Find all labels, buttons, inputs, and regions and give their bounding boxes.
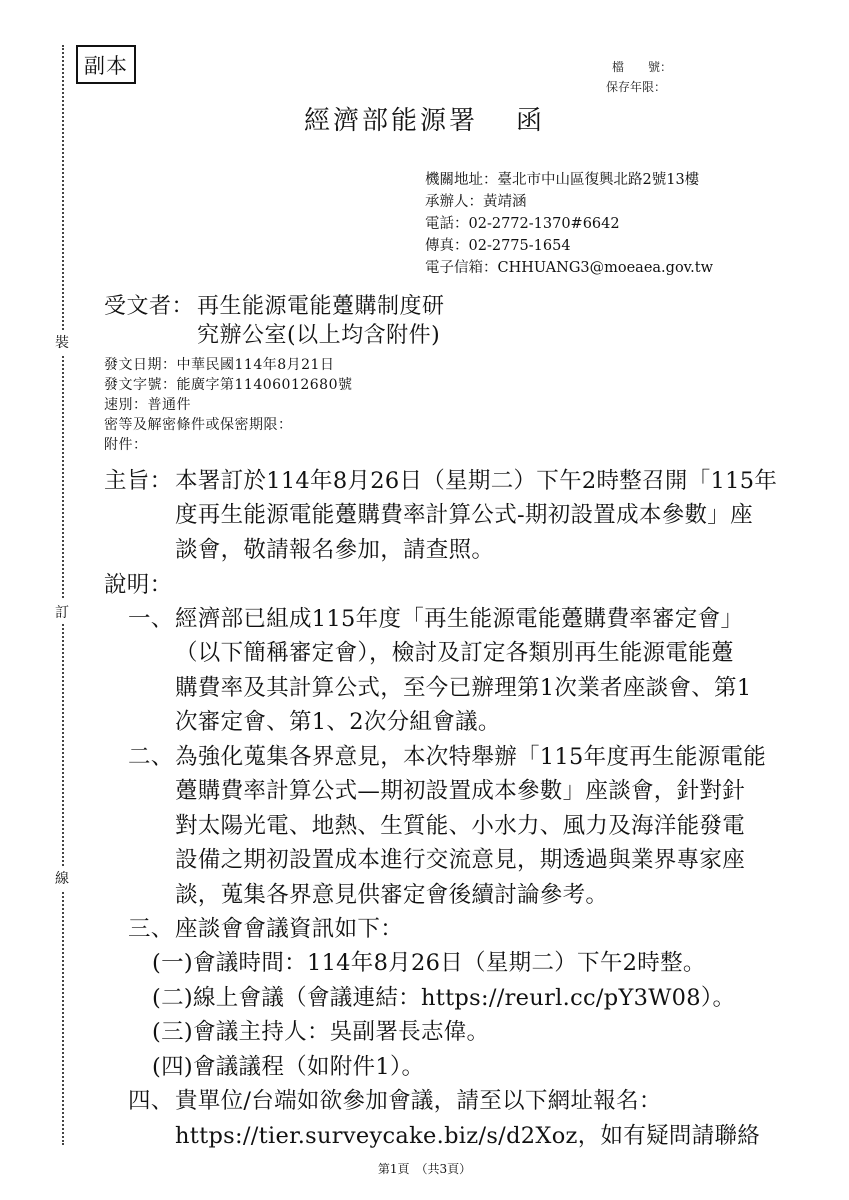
binding-mark-xian: 線 <box>55 866 69 890</box>
contact-fax: 傳真：02-2775-1654 <box>425 238 571 254</box>
copy-stamp: 副本 <box>76 45 136 84</box>
contact-officer: 承辦人：黃靖涵 <box>425 194 527 210</box>
title-org: 經濟部能源署 <box>303 106 478 136</box>
page-number: 第1頁 （共3頁） <box>377 1162 472 1176</box>
item-1-line-2: （以下簡稱審定會），檢討及訂定各類別再生能源電能躉 <box>175 640 734 666</box>
item-1-line-1: 經濟部已組成115年度「再生能源電能躉購費率審定會」 <box>175 606 744 632</box>
item-3-sub-3: (三)會議主持人：吳副署長志偉。 <box>152 1019 490 1045</box>
issue-date: 發文日期：中華民國114年8月21日 <box>104 357 335 373</box>
item-2-line-3: 對太陽光電、地熱、生質能、小水力、風力及海洋能發電 <box>175 813 746 839</box>
item-4-line-1: 貴單位/台端如欲參加會議，請至以下網址報名： <box>175 1088 662 1114</box>
item-4-number: 四、 <box>128 1088 174 1114</box>
item-3-text: 座談會會議資訊如下： <box>175 916 404 942</box>
item-1-number: 一、 <box>128 606 174 632</box>
recipient-line-1: 再生能源電能躉購制度研 <box>197 294 445 319</box>
attachments: 附件： <box>104 437 148 453</box>
file-number-label: 檔 號： <box>612 60 673 74</box>
contact-address: 機關地址：臺北市中山區復興北路2號13樓 <box>425 172 700 188</box>
subject-line-1: 本署訂於114年8月26日（星期二）下午2時整召開「115年 <box>175 468 778 494</box>
contact-phone: 電話：02-2772-1370#6642 <box>425 216 620 232</box>
subject-label: 主旨： <box>104 468 173 494</box>
item-2-line-2: 躉購費率計算公式—期初設置成本參數」座談會，針對針 <box>175 778 746 804</box>
explanation-label: 說明： <box>104 572 173 598</box>
item-2-line-4: 設備之期初設置成本進行交流意見，期透過與業界專家座 <box>175 847 746 873</box>
urgency: 速別：普通件 <box>104 397 191 413</box>
item-4-line-2: https://tier.surveycake.biz/s/d2Xoz，如有疑問請聯絡 <box>175 1123 761 1149</box>
title-type: 函 <box>516 106 546 136</box>
item-3-number: 三、 <box>128 916 174 942</box>
retention-label: 保存年限： <box>606 80 667 94</box>
contact-email: 電子信箱：CHHUANG3@moeaea.gov.tw <box>425 260 713 276</box>
item-3-sub-1: (一)會議時間：114年8月26日（星期二）下午2時整。 <box>152 950 706 976</box>
item-1-line-3: 購費率及其計算公式，至今已辦理第1次業者座談會、第1 <box>175 675 752 701</box>
item-2-line-1: 為強化蒐集各界意見，本次特舉辦「115年度再生能源電能 <box>175 744 767 770</box>
confidentiality: 密等及解密條件或保密期限： <box>104 417 293 433</box>
document-title <box>0 100 849 137</box>
item-3-sub-2: (二)線上會議（會議連結：https://reurl.cc/pY3W08）。 <box>152 985 736 1011</box>
subject-line-3: 談會，敬請報名參加，請查照。 <box>175 537 495 563</box>
binding-dotted-line <box>62 45 64 1145</box>
subject-line-2: 度再生能源電能躉購費率計算公式-期初設置成本參數」座 <box>175 502 753 528</box>
recipient-line-2: 究辦公室(以上均含附件) <box>197 323 441 348</box>
item-3-sub-4: (四)會議議程（如附件1）。 <box>152 1054 425 1080</box>
document-number: 發文字號：能廣字第11406012680號 <box>104 377 353 393</box>
item-2-line-5: 談，蒐集各界意見供審定會後續討論參考。 <box>175 882 609 908</box>
item-2-number: 二、 <box>128 744 174 770</box>
binding-mark-ding: 訂 <box>55 600 69 624</box>
binding-mark-zhuang: 裝 <box>55 330 69 354</box>
item-1-line-4: 次審定會、第1、2次分組會議。 <box>175 709 501 735</box>
recipient-label: 受文者： <box>104 294 195 319</box>
